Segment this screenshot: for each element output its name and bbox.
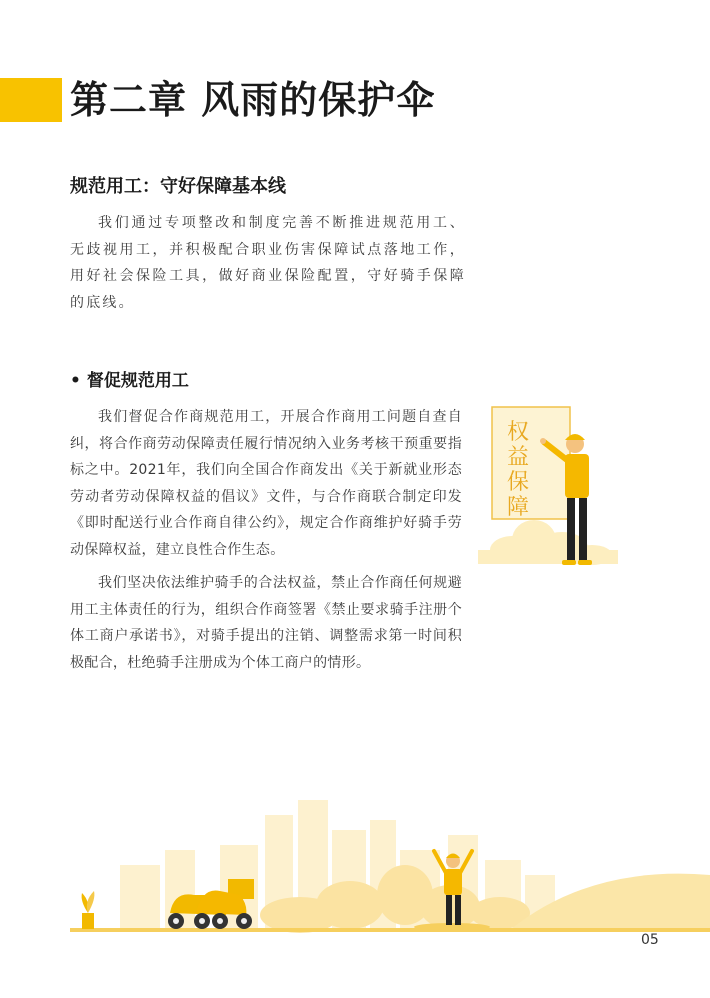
ground-line (70, 928, 710, 932)
subsection-title (70, 368, 189, 394)
cloud-shape (478, 520, 618, 565)
chapter-title: 第二章 风雨的保护伞 (70, 78, 436, 122)
paragraph-2: 我们坚决依法维护骑手的合法权益，禁止合作商任何规避用工主体责任的行为，组织合作商签署《禁止要求骑手注册个体工商户承诺书》，对骑手提出的注销、调整需求第一时间积极配合，杜绝骑手注册成为个体工商户的情形。 (70, 575, 462, 671)
chapter-accent-bar (0, 78, 62, 122)
bullet-icon: • (70, 371, 81, 391)
plant-icon (82, 891, 95, 929)
intro-paragraph: 我们通过专项整改和制度完善不断推进规范用工、无歧视用工，并积极配合职业伤害保障试点落地工作，用好社会保险工具，做好商业保险配置，守好骑手保障的底线。 (70, 215, 466, 311)
sign-text: 权益保障 (506, 420, 529, 520)
section-title: 规范用工：守好保障基本线 (70, 176, 286, 197)
paragraph-1: 我们督促合作商规范用工，开展合作商用工问题自查自纠，将合作商劳动保障责任履行情况纳入业务考核干预重要指标之中。2021年，我们向全国合作商发出《关于新就业形态劳动者劳动保障权益的倡议》文件，与合作商联合制定印发《即时配送行业合作商自律公约》，规定合作商维护好骑手劳动保障权益，建立良性合作生态。 (70, 409, 462, 558)
rider-sign-illustration (474, 400, 624, 580)
city-skyline-illustration (70, 795, 710, 935)
subsection-title-text: 督促规范用工 (86, 371, 189, 391)
page-number: 05 (641, 932, 659, 948)
